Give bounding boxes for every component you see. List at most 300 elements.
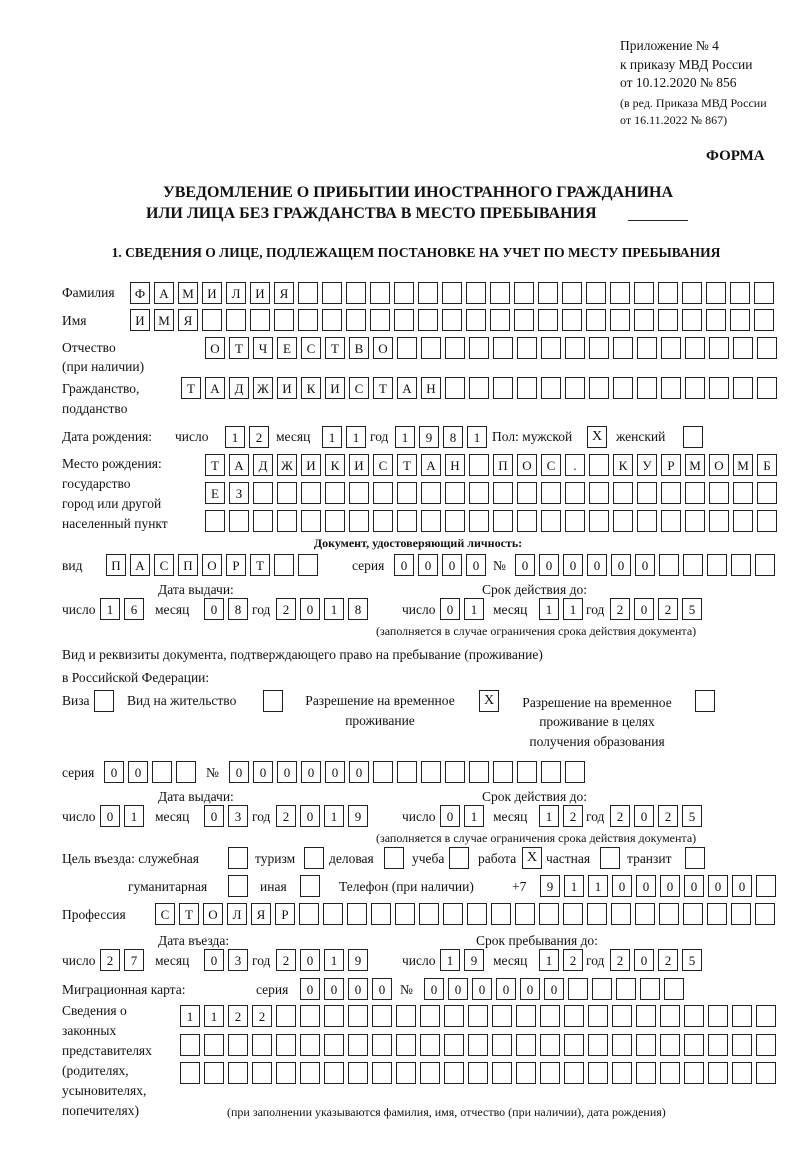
character-cell[interactable] <box>541 761 561 783</box>
character-cell[interactable] <box>756 1005 776 1027</box>
character-cell[interactable]: 0 <box>660 875 680 897</box>
character-cell[interactable]: 8 <box>348 598 368 620</box>
character-cell[interactable] <box>250 309 270 331</box>
character-cell[interactable] <box>586 282 606 304</box>
character-cell[interactable]: 1 <box>180 1005 200 1027</box>
character-cell[interactable]: И <box>349 454 369 476</box>
character-cell[interactable]: 2 <box>276 598 296 620</box>
character-cell[interactable] <box>516 1062 536 1084</box>
character-cell[interactable] <box>204 1034 224 1056</box>
character-cell[interactable] <box>299 903 319 925</box>
character-cell[interactable] <box>613 482 633 504</box>
character-cell[interactable] <box>277 510 297 532</box>
character-cell[interactable] <box>539 903 559 925</box>
character-cell[interactable] <box>514 282 534 304</box>
character-cell[interactable] <box>346 282 366 304</box>
character-cell[interactable] <box>616 978 636 1000</box>
character-cell[interactable] <box>276 1062 296 1084</box>
character-cell[interactable] <box>298 309 318 331</box>
character-cell[interactable]: Т <box>373 377 393 399</box>
character-cell[interactable] <box>514 309 534 331</box>
character-cell[interactable] <box>253 510 273 532</box>
character-cell[interactable] <box>204 1062 224 1084</box>
character-cell[interactable] <box>754 282 774 304</box>
character-cell[interactable] <box>565 377 585 399</box>
character-cell[interactable]: 0 <box>440 805 460 827</box>
character-cell[interactable] <box>640 978 660 1000</box>
character-cell[interactable] <box>442 282 462 304</box>
character-cell[interactable] <box>732 1034 752 1056</box>
character-cell[interactable] <box>684 1034 704 1056</box>
character-cell[interactable] <box>658 282 678 304</box>
character-cell[interactable]: 0 <box>634 949 654 971</box>
character-cell[interactable]: 0 <box>472 978 492 1000</box>
character-cell[interactable] <box>708 1005 728 1027</box>
character-cell[interactable] <box>371 903 391 925</box>
character-cell[interactable] <box>517 510 537 532</box>
character-cell[interactable] <box>395 903 415 925</box>
character-cell[interactable]: 1 <box>324 949 344 971</box>
character-cell[interactable] <box>659 554 679 576</box>
character-cell[interactable] <box>226 309 246 331</box>
character-cell[interactable] <box>420 1062 440 1084</box>
character-cell[interactable] <box>442 309 462 331</box>
character-cell[interactable] <box>568 978 588 1000</box>
character-cell[interactable] <box>541 510 561 532</box>
character-cell[interactable] <box>276 1005 296 1027</box>
character-cell[interactable]: 1 <box>539 805 559 827</box>
character-cell[interactable]: С <box>373 454 393 476</box>
character-cell[interactable] <box>684 1005 704 1027</box>
character-cell[interactable]: Е <box>277 337 297 359</box>
character-cell[interactable] <box>565 510 585 532</box>
character-cell[interactable]: Е <box>205 482 225 504</box>
purpose-work-checkbox[interactable]: X <box>522 847 542 869</box>
character-cell[interactable]: К <box>613 454 633 476</box>
character-cell[interactable] <box>228 1034 248 1056</box>
character-cell[interactable]: С <box>541 454 561 476</box>
character-cell[interactable] <box>421 510 441 532</box>
character-cell[interactable] <box>346 309 366 331</box>
character-cell[interactable] <box>637 482 657 504</box>
character-cell[interactable] <box>373 510 393 532</box>
character-cell[interactable] <box>349 510 369 532</box>
character-cell[interactable] <box>660 1062 680 1084</box>
character-cell[interactable] <box>372 1062 392 1084</box>
character-cell[interactable] <box>612 1034 632 1056</box>
character-cell[interactable] <box>373 482 393 504</box>
character-cell[interactable] <box>325 482 345 504</box>
character-cell[interactable] <box>493 337 513 359</box>
character-cell[interactable] <box>683 903 703 925</box>
character-cell[interactable]: О <box>202 554 222 576</box>
character-cell[interactable] <box>276 1034 296 1056</box>
character-cell[interactable] <box>397 510 417 532</box>
character-cell[interactable] <box>349 482 369 504</box>
character-cell[interactable]: 0 <box>229 761 249 783</box>
character-cell[interactable] <box>660 1005 680 1027</box>
character-cell[interactable] <box>589 337 609 359</box>
character-cell[interactable]: С <box>301 337 321 359</box>
character-cell[interactable] <box>492 1005 512 1027</box>
character-cell[interactable] <box>682 282 702 304</box>
character-cell[interactable] <box>421 482 441 504</box>
character-cell[interactable]: Т <box>205 454 225 476</box>
character-cell[interactable] <box>612 1062 632 1084</box>
character-cell[interactable]: 0 <box>520 978 540 1000</box>
character-cell[interactable]: М <box>178 282 198 304</box>
character-cell[interactable]: 0 <box>372 978 392 1000</box>
character-cell[interactable]: М <box>154 309 174 331</box>
character-cell[interactable]: 2 <box>228 1005 248 1027</box>
purpose-official-checkbox[interactable] <box>228 847 248 869</box>
character-cell[interactable]: 1 <box>464 598 484 620</box>
character-cell[interactable] <box>664 978 684 1000</box>
character-cell[interactable] <box>515 903 535 925</box>
character-cell[interactable] <box>588 1062 608 1084</box>
character-cell[interactable]: 1 <box>539 949 559 971</box>
character-cell[interactable]: 2 <box>658 949 678 971</box>
character-cell[interactable] <box>661 377 681 399</box>
character-cell[interactable] <box>394 282 414 304</box>
character-cell[interactable]: 0 <box>684 875 704 897</box>
character-cell[interactable]: 0 <box>732 875 752 897</box>
character-cell[interactable]: 2 <box>276 805 296 827</box>
character-cell[interactable]: 0 <box>635 554 655 576</box>
character-cell[interactable]: 2 <box>658 598 678 620</box>
character-cell[interactable]: 0 <box>587 554 607 576</box>
character-cell[interactable]: 2 <box>100 949 120 971</box>
character-cell[interactable] <box>707 903 727 925</box>
character-cell[interactable] <box>661 337 681 359</box>
character-cell[interactable]: 0 <box>253 761 273 783</box>
character-cell[interactable]: К <box>325 454 345 476</box>
character-cell[interactable] <box>325 510 345 532</box>
character-cell[interactable] <box>324 1005 344 1027</box>
character-cell[interactable]: 0 <box>324 978 344 1000</box>
character-cell[interactable] <box>709 337 729 359</box>
character-cell[interactable] <box>469 454 489 476</box>
character-cell[interactable] <box>445 510 465 532</box>
character-cell[interactable]: 1 <box>124 805 144 827</box>
character-cell[interactable]: 0 <box>515 554 535 576</box>
character-cell[interactable]: А <box>154 282 174 304</box>
character-cell[interactable] <box>300 1005 320 1027</box>
character-cell[interactable] <box>636 1005 656 1027</box>
character-cell[interactable]: 1 <box>440 949 460 971</box>
character-cell[interactable] <box>466 282 486 304</box>
character-cell[interactable] <box>706 282 726 304</box>
character-cell[interactable]: Я <box>251 903 271 925</box>
character-cell[interactable]: 8 <box>443 426 463 448</box>
character-cell[interactable] <box>397 761 417 783</box>
character-cell[interactable]: 9 <box>540 875 560 897</box>
character-cell[interactable]: Л <box>227 903 247 925</box>
character-cell[interactable]: О <box>203 903 223 925</box>
character-cell[interactable]: О <box>517 454 537 476</box>
character-cell[interactable] <box>445 377 465 399</box>
character-cell[interactable]: П <box>493 454 513 476</box>
character-cell[interactable] <box>541 337 561 359</box>
character-cell[interactable]: Л <box>226 282 246 304</box>
character-cell[interactable]: 0 <box>100 805 120 827</box>
character-cell[interactable] <box>709 377 729 399</box>
character-cell[interactable] <box>660 1034 680 1056</box>
character-cell[interactable] <box>491 903 511 925</box>
character-cell[interactable] <box>730 282 750 304</box>
character-cell[interactable] <box>301 510 321 532</box>
character-cell[interactable] <box>469 377 489 399</box>
character-cell[interactable]: П <box>178 554 198 576</box>
character-cell[interactable]: 2 <box>249 426 269 448</box>
character-cell[interactable]: 0 <box>204 805 224 827</box>
character-cell[interactable] <box>373 761 393 783</box>
character-cell[interactable] <box>493 482 513 504</box>
residence-permit-checkbox[interactable] <box>263 690 283 712</box>
character-cell[interactable]: 0 <box>424 978 444 1000</box>
character-cell[interactable] <box>370 282 390 304</box>
purpose-tourism-checkbox[interactable] <box>304 847 324 869</box>
character-cell[interactable]: Д <box>253 454 273 476</box>
character-cell[interactable] <box>637 337 657 359</box>
character-cell[interactable]: 3 <box>228 949 248 971</box>
character-cell[interactable] <box>709 510 729 532</box>
character-cell[interactable] <box>611 903 631 925</box>
character-cell[interactable]: И <box>250 282 270 304</box>
character-cell[interactable]: 0 <box>300 805 320 827</box>
character-cell[interactable] <box>731 903 751 925</box>
character-cell[interactable]: 0 <box>394 554 414 576</box>
character-cell[interactable] <box>733 482 753 504</box>
character-cell[interactable]: Т <box>325 337 345 359</box>
purpose-business-checkbox[interactable] <box>384 847 404 869</box>
character-cell[interactable]: 1 <box>100 598 120 620</box>
character-cell[interactable]: 0 <box>611 554 631 576</box>
character-cell[interactable] <box>252 1062 272 1084</box>
character-cell[interactable] <box>444 1005 464 1027</box>
character-cell[interactable]: П <box>106 554 126 576</box>
character-cell[interactable]: 0 <box>204 598 224 620</box>
character-cell[interactable] <box>610 282 630 304</box>
character-cell[interactable]: Р <box>226 554 246 576</box>
character-cell[interactable] <box>731 554 751 576</box>
character-cell[interactable]: 9 <box>464 949 484 971</box>
character-cell[interactable]: Ж <box>277 454 297 476</box>
character-cell[interactable] <box>418 282 438 304</box>
character-cell[interactable]: Я <box>178 309 198 331</box>
character-cell[interactable] <box>565 482 585 504</box>
character-cell[interactable] <box>469 482 489 504</box>
character-cell[interactable] <box>757 377 777 399</box>
character-cell[interactable]: 2 <box>658 805 678 827</box>
character-cell[interactable]: Ж <box>253 377 273 399</box>
character-cell[interactable] <box>419 903 439 925</box>
character-cell[interactable] <box>540 1005 560 1027</box>
character-cell[interactable] <box>613 510 633 532</box>
character-cell[interactable]: 1 <box>395 426 415 448</box>
character-cell[interactable] <box>469 761 489 783</box>
character-cell[interactable] <box>421 337 441 359</box>
character-cell[interactable] <box>421 761 441 783</box>
character-cell[interactable]: С <box>155 903 175 925</box>
purpose-private-checkbox[interactable] <box>600 847 620 869</box>
character-cell[interactable] <box>445 337 465 359</box>
character-cell[interactable] <box>322 309 342 331</box>
character-cell[interactable] <box>397 482 417 504</box>
character-cell[interactable]: А <box>130 554 150 576</box>
character-cell[interactable] <box>517 377 537 399</box>
character-cell[interactable]: 1 <box>204 1005 224 1027</box>
character-cell[interactable] <box>324 1062 344 1084</box>
character-cell[interactable] <box>733 377 753 399</box>
character-cell[interactable] <box>636 1062 656 1084</box>
character-cell[interactable] <box>587 903 607 925</box>
purpose-other-checkbox[interactable] <box>300 875 320 897</box>
character-cell[interactable] <box>683 554 703 576</box>
purpose-study-checkbox[interactable] <box>449 847 469 869</box>
character-cell[interactable] <box>396 1005 416 1027</box>
character-cell[interactable]: 1 <box>539 598 559 620</box>
character-cell[interactable]: А <box>229 454 249 476</box>
character-cell[interactable] <box>563 903 583 925</box>
character-cell[interactable] <box>659 903 679 925</box>
character-cell[interactable]: С <box>349 377 369 399</box>
character-cell[interactable]: 5 <box>682 949 702 971</box>
character-cell[interactable] <box>756 875 776 897</box>
character-cell[interactable]: О <box>373 337 393 359</box>
character-cell[interactable] <box>396 1062 416 1084</box>
character-cell[interactable]: 1 <box>225 426 245 448</box>
character-cell[interactable] <box>490 309 510 331</box>
character-cell[interactable] <box>565 761 585 783</box>
character-cell[interactable]: 0 <box>440 598 460 620</box>
character-cell[interactable] <box>443 903 463 925</box>
character-cell[interactable] <box>541 482 561 504</box>
character-cell[interactable] <box>684 1062 704 1084</box>
character-cell[interactable]: 1 <box>564 875 584 897</box>
character-cell[interactable] <box>562 309 582 331</box>
character-cell[interactable]: 0 <box>544 978 564 1000</box>
character-cell[interactable]: 0 <box>466 554 486 576</box>
character-cell[interactable]: 0 <box>634 805 654 827</box>
character-cell[interactable]: 0 <box>128 761 148 783</box>
character-cell[interactable] <box>661 510 681 532</box>
character-cell[interactable] <box>396 1034 416 1056</box>
character-cell[interactable]: А <box>205 377 225 399</box>
character-cell[interactable] <box>682 309 702 331</box>
character-cell[interactable]: Ф <box>130 282 150 304</box>
character-cell[interactable] <box>274 554 294 576</box>
character-cell[interactable] <box>492 1034 512 1056</box>
character-cell[interactable] <box>228 1062 248 1084</box>
character-cell[interactable] <box>469 510 489 532</box>
character-cell[interactable]: 8 <box>228 598 248 620</box>
character-cell[interactable] <box>637 377 657 399</box>
character-cell[interactable] <box>444 1034 464 1056</box>
character-cell[interactable] <box>588 1034 608 1056</box>
character-cell[interactable]: С <box>154 554 174 576</box>
character-cell[interactable] <box>420 1034 440 1056</box>
character-cell[interactable]: А <box>397 377 417 399</box>
character-cell[interactable]: 2 <box>276 949 296 971</box>
character-cell[interactable] <box>661 482 681 504</box>
character-cell[interactable]: Р <box>661 454 681 476</box>
character-cell[interactable] <box>755 903 775 925</box>
character-cell[interactable] <box>589 510 609 532</box>
character-cell[interactable]: 0 <box>204 949 224 971</box>
character-cell[interactable]: 5 <box>682 598 702 620</box>
character-cell[interactable]: 1 <box>324 598 344 620</box>
character-cell[interactable]: Р <box>275 903 295 925</box>
character-cell[interactable] <box>637 510 657 532</box>
character-cell[interactable] <box>540 1034 560 1056</box>
character-cell[interactable] <box>756 1034 776 1056</box>
character-cell[interactable] <box>420 1005 440 1027</box>
character-cell[interactable] <box>564 1005 584 1027</box>
character-cell[interactable] <box>708 1034 728 1056</box>
character-cell[interactable] <box>709 482 729 504</box>
character-cell[interactable] <box>466 309 486 331</box>
character-cell[interactable] <box>707 554 727 576</box>
character-cell[interactable] <box>274 309 294 331</box>
character-cell[interactable] <box>253 482 273 504</box>
character-cell[interactable] <box>252 1034 272 1056</box>
character-cell[interactable]: 0 <box>563 554 583 576</box>
character-cell[interactable]: 0 <box>418 554 438 576</box>
character-cell[interactable]: 1 <box>467 426 487 448</box>
character-cell[interactable]: 2 <box>610 598 630 620</box>
character-cell[interactable] <box>370 309 390 331</box>
character-cell[interactable] <box>469 337 489 359</box>
character-cell[interactable] <box>685 482 705 504</box>
purpose-transit-checkbox[interactable] <box>685 847 705 869</box>
character-cell[interactable] <box>180 1062 200 1084</box>
character-cell[interactable]: 0 <box>325 761 345 783</box>
character-cell[interactable]: И <box>130 309 150 331</box>
character-cell[interactable] <box>562 282 582 304</box>
character-cell[interactable] <box>445 482 465 504</box>
character-cell[interactable]: Т <box>250 554 270 576</box>
character-cell[interactable] <box>468 1005 488 1027</box>
character-cell[interactable]: 0 <box>539 554 559 576</box>
character-cell[interactable] <box>634 282 654 304</box>
character-cell[interactable] <box>490 282 510 304</box>
character-cell[interactable] <box>564 1034 584 1056</box>
character-cell[interactable] <box>323 903 343 925</box>
character-cell[interactable]: 3 <box>228 805 248 827</box>
character-cell[interactable] <box>467 903 487 925</box>
character-cell[interactable]: 0 <box>636 875 656 897</box>
character-cell[interactable]: 0 <box>612 875 632 897</box>
character-cell[interactable]: 0 <box>277 761 297 783</box>
character-cell[interactable] <box>394 309 414 331</box>
place-of-stay-blank[interactable] <box>628 220 688 221</box>
character-cell[interactable] <box>540 1062 560 1084</box>
character-cell[interactable] <box>493 761 513 783</box>
character-cell[interactable] <box>754 309 774 331</box>
character-cell[interactable]: 2 <box>252 1005 272 1027</box>
character-cell[interactable]: 2 <box>563 949 583 971</box>
character-cell[interactable] <box>517 337 537 359</box>
character-cell[interactable] <box>493 377 513 399</box>
sex-male-checkbox[interactable]: X <box>587 426 607 448</box>
character-cell[interactable] <box>612 1005 632 1027</box>
character-cell[interactable] <box>298 554 318 576</box>
sex-female-checkbox[interactable] <box>683 426 703 448</box>
character-cell[interactable]: Б <box>757 454 777 476</box>
character-cell[interactable]: Т <box>229 337 249 359</box>
character-cell[interactable]: 1 <box>563 598 583 620</box>
